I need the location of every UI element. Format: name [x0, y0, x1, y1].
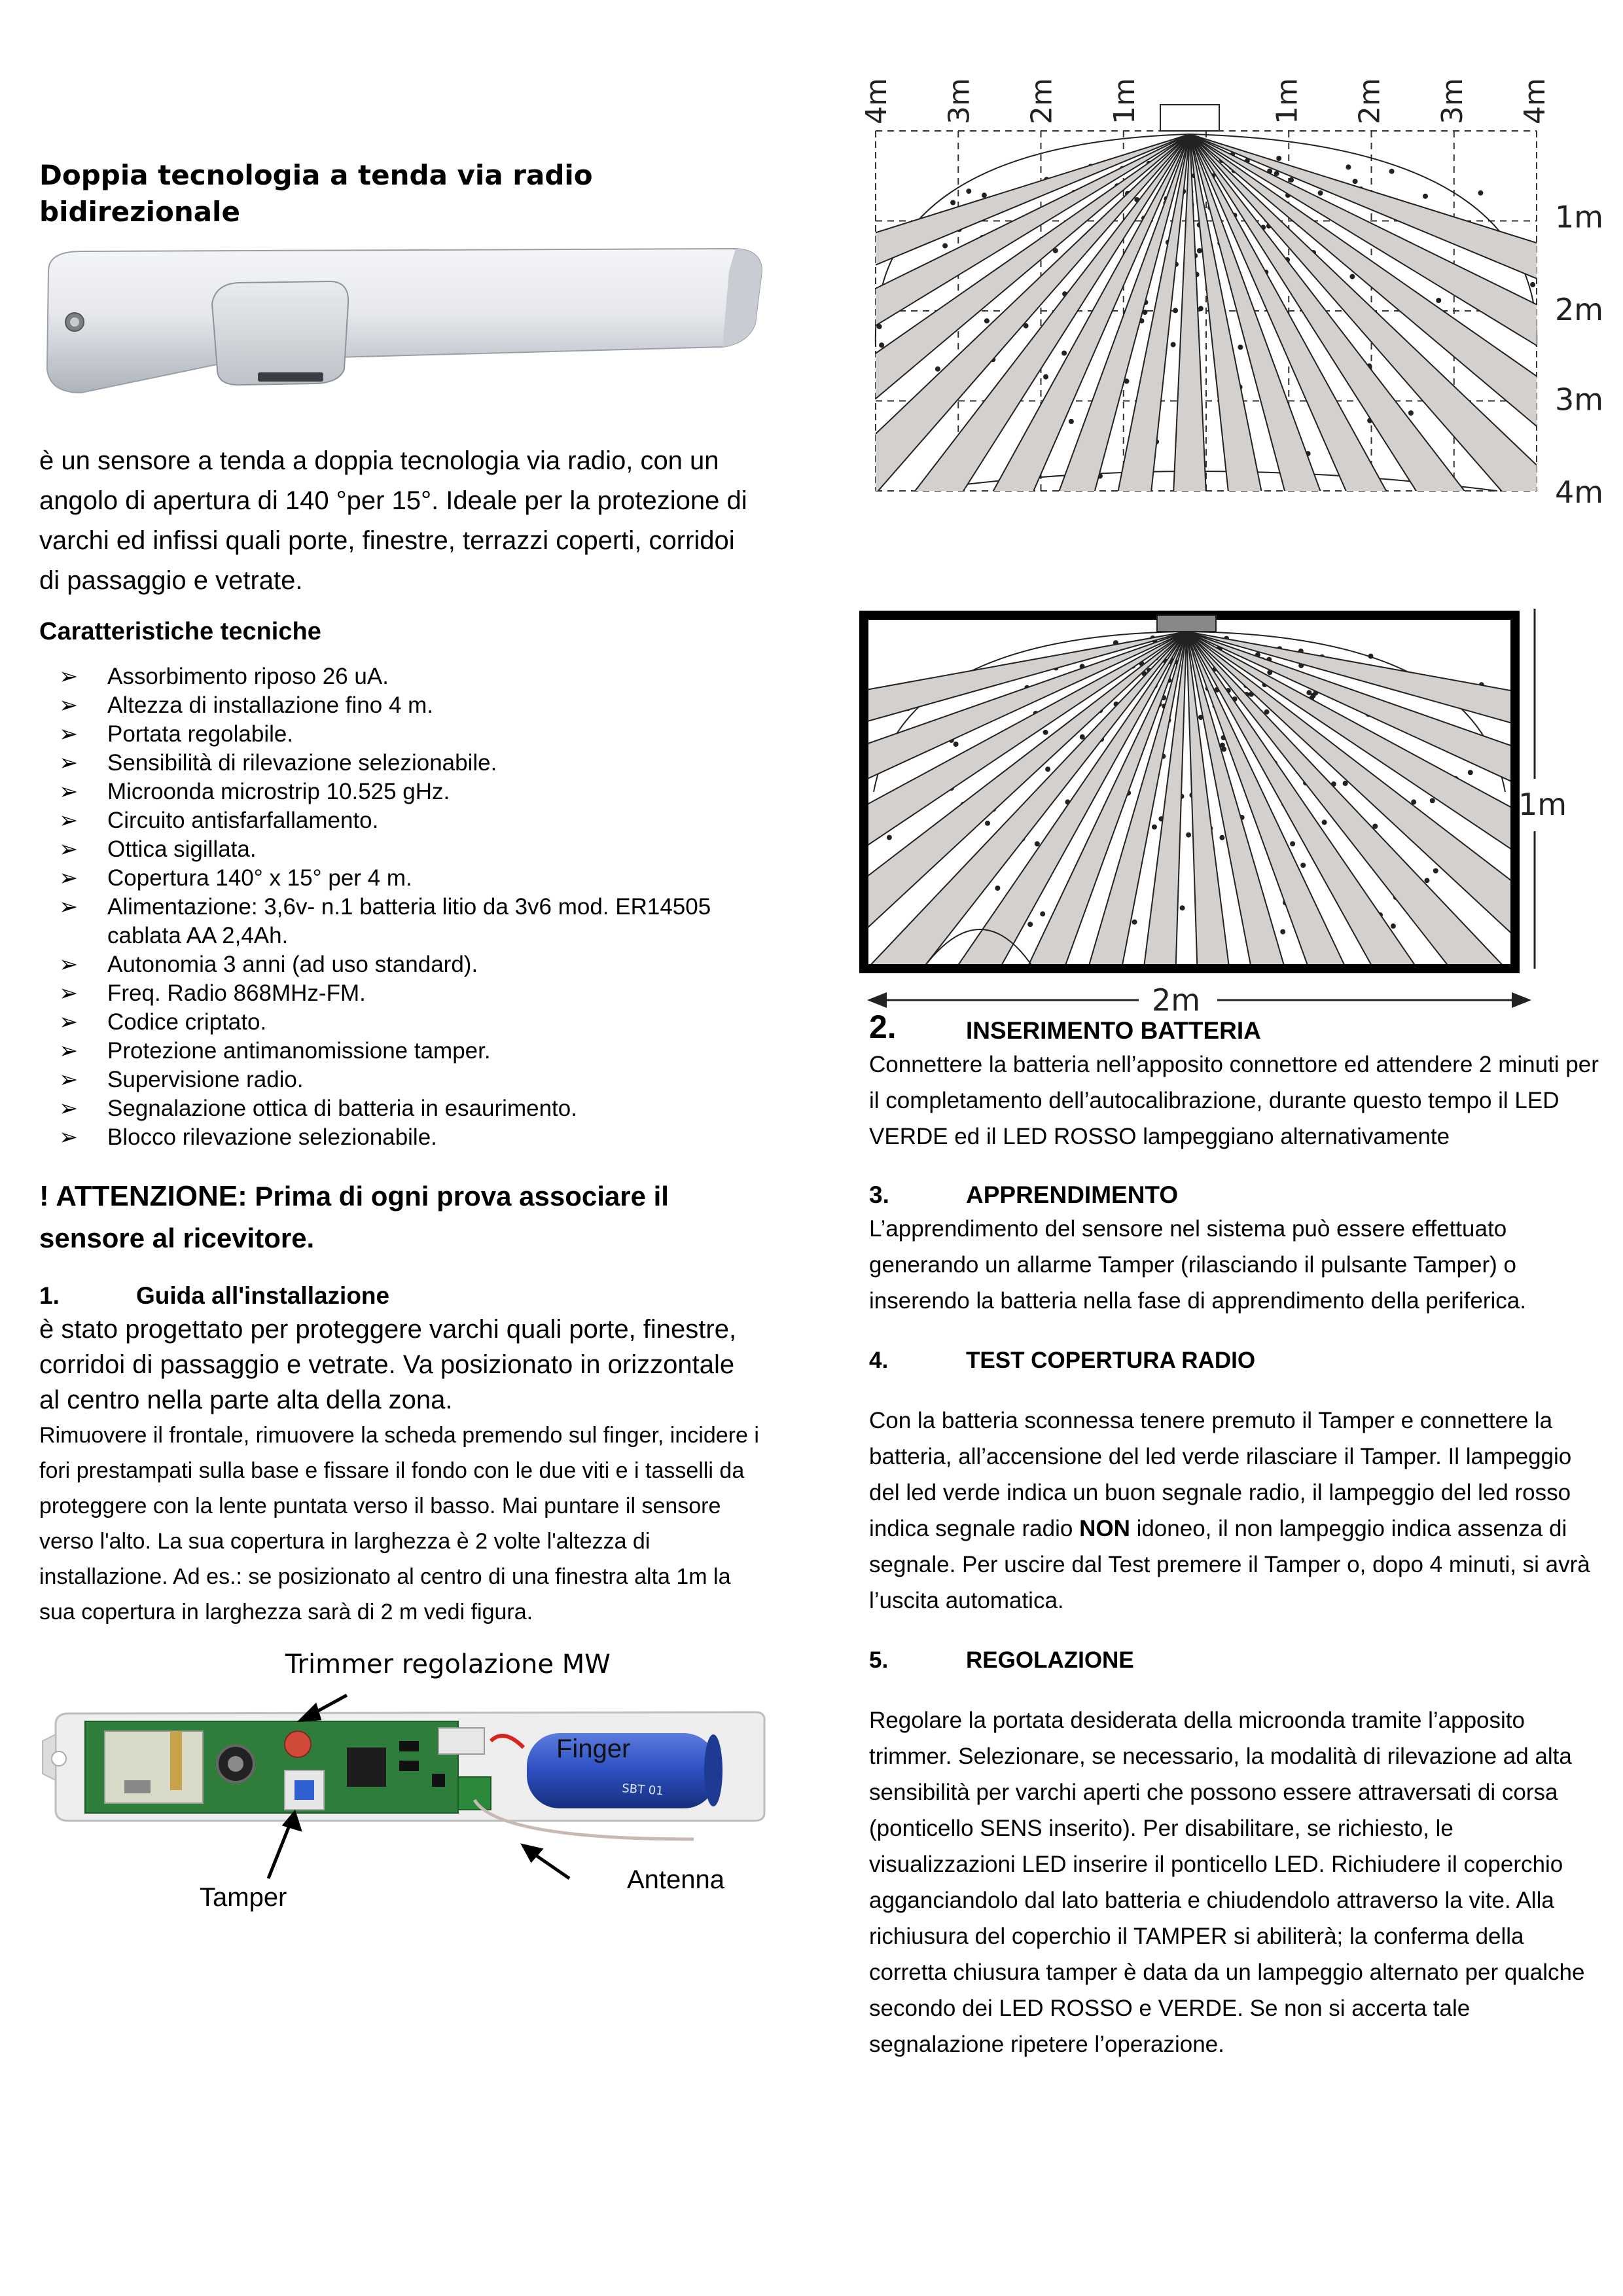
- sensor-box: [1160, 105, 1219, 131]
- bullet-arrow-icon: ➢: [59, 1124, 79, 1150]
- sensor-box: [1157, 615, 1216, 632]
- top-distance-label: 1m: [1270, 78, 1304, 124]
- product-title: Doppia tecnologia a tenda via radio bidirezionale: [39, 159, 593, 228]
- section-5-heading: [869, 1645, 1605, 1676]
- dot: [1061, 351, 1067, 356]
- bullet-arrow-icon: ➢: [59, 1038, 79, 1064]
- coverage-diagram-top-view: [856, 52, 1609, 569]
- section-2-number: 2.: [869, 1009, 897, 1045]
- dot: [1436, 298, 1441, 303]
- dot: [966, 188, 971, 194]
- spec-item: ➢ Copertura 140° x 15° per 4 m.: [39, 864, 759, 893]
- dot: [1468, 770, 1473, 775]
- spec-item: ➢ Sensibilità di rilevazione selezionabile.: [39, 749, 759, 778]
- dot: [1290, 841, 1295, 846]
- spec-item: ➢ Protezione antimanomissione tamper.: [39, 1037, 759, 1066]
- section-4-body: Con la batteria sconnessa tenere premuto il Tamper e connettere la batteria, all’accensione del led verde rilasciare il Tamper. Il lampeggio del led verde indica un buon segnale radio, il lampeggio del led rosso indica segnale radio NON idoneo, il non lampeggio indica assenza di segnale. Per uscire dal Test premere il Tamper o, dopo 4 minuti, si avrà l’uscita automatica.: [869, 1408, 1590, 1613]
- dot: [985, 821, 990, 826]
- bullet-arrow-icon: ➢: [59, 750, 79, 776]
- spec-item: ➢ Segnalazione ottica di batteria in esaurimento.: [39, 1094, 759, 1123]
- section-5-title: REGOLAZIONE: [966, 1647, 1134, 1673]
- section-2-body: Connettere la batteria nell’apposito connettore ed attendere 2 minuti per il completamento dell’autocalibrazione, durante questo tempo il LED VERDE ed il LED ROSSO lampeggiano alternativamente: [869, 1052, 1599, 1149]
- dot: [879, 342, 884, 348]
- section-5: [869, 1645, 1605, 2062]
- section-3-heading: [869, 1179, 1605, 1211]
- spec-item: ➢ Alimentazione: 3,6v- n.1 batteria litio da 3v6 mod. ER14505 cablata AA 2,4Ah.: [59, 894, 711, 948]
- section-2: [869, 1011, 1605, 1155]
- spec-item: ➢ Circuito antisfarfallamento.: [39, 806, 759, 835]
- section-1: [39, 1280, 759, 1630]
- arrow-left-icon: [867, 992, 887, 1008]
- section-1-heading: [39, 1280, 759, 1312]
- dot: [1045, 766, 1050, 772]
- spec-item: ➢ Ottica sigillata.: [39, 835, 759, 864]
- bullet-arrow-icon: ➢: [59, 721, 79, 747]
- dot: [984, 318, 990, 323]
- spec-item: ➢ Altezza di installazione fino 4 m.: [39, 691, 759, 720]
- spec-item: ➢ Microonda microstrip 10.525 gHz.: [39, 778, 759, 806]
- antenna-arrow-icon: [524, 1846, 569, 1878]
- warning-text: Prima di ogni prova associare il sensore al ricevitore.: [39, 1181, 669, 1253]
- dot: [1027, 922, 1033, 927]
- side-distance-label: 4m: [1555, 475, 1604, 510]
- dot: [1043, 730, 1048, 735]
- dot: [1322, 819, 1327, 825]
- detection-beams: [856, 134, 1609, 569]
- side-distance-label: 3m: [1555, 382, 1604, 418]
- dot: [1478, 190, 1483, 196]
- bullet-arrow-icon: ➢: [59, 1009, 79, 1035]
- dot: [1186, 833, 1191, 838]
- coverage-diagram-front-view: [856, 596, 1609, 1028]
- finger-label: Finger: [556, 1734, 631, 1763]
- dot: [1546, 681, 1551, 687]
- top-distance-label: 4m: [860, 78, 893, 124]
- spec-item: ➢ Freq. Radio 868MHz-FM.: [39, 979, 759, 1008]
- dot: [1353, 179, 1358, 184]
- dot: [1425, 878, 1430, 883]
- dot: [1043, 374, 1048, 380]
- side-distance-label: 2m: [1555, 292, 1604, 327]
- top-distance-label: 2m: [1025, 78, 1059, 124]
- height-label: 1m: [1518, 787, 1567, 822]
- bullet-arrow-icon: ➢: [59, 808, 79, 833]
- section-5-number: 5.: [869, 1647, 889, 1673]
- dot: [1219, 835, 1224, 840]
- tamper-label: Tamper: [200, 1883, 287, 1912]
- spec-item: ➢ Blocco rilevazione selezionabile.: [39, 1123, 759, 1152]
- dot: [1389, 169, 1395, 174]
- top-distance-label: 4m: [1518, 78, 1552, 124]
- dot: [1289, 177, 1294, 183]
- spec-item: ➢ Codice criptato.: [39, 1008, 759, 1037]
- section-2-title: INSERIMENTO BATTERIA: [966, 1017, 1261, 1044]
- antenna-label: Antenna: [627, 1865, 725, 1894]
- top-distance-label: 2m: [1353, 78, 1387, 124]
- dot: [1238, 345, 1243, 350]
- right-text: [869, 1011, 1605, 2062]
- dot: [1423, 194, 1428, 199]
- left-column: [39, 157, 759, 1924]
- dot: [935, 367, 940, 372]
- dot: [1132, 920, 1137, 925]
- tamper-arrow-icon: [268, 1813, 300, 1878]
- specs-list: [39, 662, 759, 1152]
- section-2-heading: [869, 1011, 1605, 1047]
- dot: [1530, 282, 1535, 287]
- bullet-arrow-icon: ➢: [59, 894, 79, 920]
- dot: [1197, 248, 1202, 253]
- dot: [887, 835, 892, 840]
- dot: [1346, 164, 1351, 170]
- dot: [1280, 929, 1285, 935]
- sensor-housing-illustration: [42, 245, 768, 402]
- dot: [1035, 841, 1040, 846]
- battery-label: SBT 01: [621, 1782, 664, 1799]
- bullet-arrow-icon: ➢: [59, 836, 79, 862]
- product-photo: [42, 245, 768, 402]
- section-4-number: 4.: [869, 1348, 889, 1373]
- bullet-arrow-icon: ➢: [59, 980, 79, 1006]
- dot: [995, 886, 1000, 891]
- dot: [1306, 690, 1311, 695]
- section-4: [869, 1345, 1605, 1619]
- dot: [868, 296, 873, 302]
- board-figure: [39, 1649, 766, 1924]
- bullet-arrow-icon: ➢: [59, 865, 79, 891]
- section-5-body: Regolare la portata desiderata della microonda tramite l’apposito trimmer. Selezionare, se necessario, la modalità di rilevazione ad alta sensibilità per varchi aperti che possono essere attraversati di corsa (ponticello SENS inserito). Per disabilitare, se richiesto, le visualizzazioni LED inserire il ponticello LED. Richiudere il coperchio agganciandolo dal lato batteria e chiudendolo attraverso la vite. Alla richiusura del coperchio il TAMPER si abiliterà; la conferma della corretta chiusura tamper è data da un lampeggio alternato per qualche secondo dei LED ROSSO e VERDE. Se non si accerta tale segnalazione ripetere l’operazione.: [869, 1708, 1585, 2057]
- section-1-number: 1.: [39, 1282, 60, 1309]
- dot: [1300, 863, 1306, 868]
- dot: [1276, 156, 1281, 161]
- dot: [1408, 410, 1414, 416]
- dot: [1152, 825, 1157, 830]
- dot: [1198, 306, 1204, 311]
- dot: [1430, 798, 1435, 803]
- bullet-arrow-icon: ➢: [59, 664, 79, 689]
- bullet-arrow-icon: ➢: [59, 1096, 79, 1121]
- specs-heading: Caratteristiche tecniche: [39, 618, 321, 645]
- side-distance-label: 1m: [1555, 199, 1604, 235]
- section-3: [869, 1179, 1605, 1319]
- dot: [1171, 342, 1176, 348]
- top-distance-label: 1m: [1107, 78, 1141, 124]
- bullet-arrow-icon: ➢: [59, 779, 79, 804]
- top-distance-label: 3m: [1435, 78, 1469, 124]
- dot: [1368, 654, 1374, 659]
- warning-note: [39, 1175, 759, 1259]
- spec-item: ➢ Portata regolabile.: [39, 720, 759, 749]
- section-3-body: L’apprendimento del sensore nel sistema può essere effettuato generando un allarme Tamper (rilasciando il pulsante Tamper) o inserendo la batteria nella fase di apprendimento della periferica.: [869, 1216, 1526, 1314]
- spec-item: ➢ Assorbimento riposo 26 uA.: [39, 662, 759, 691]
- dot: [1349, 274, 1355, 279]
- section-1-title: Guida all'installazione: [136, 1282, 390, 1309]
- trimmer-label: Trimmer regolazione MW: [285, 1649, 611, 1679]
- section-4-heading: [869, 1345, 1605, 1376]
- dot: [950, 200, 955, 206]
- dot: [1180, 905, 1185, 910]
- section-4-title: TEST COPERTURA RADIO: [966, 1348, 1256, 1373]
- bullet-arrow-icon: ➢: [59, 692, 79, 718]
- bullet-arrow-icon: ➢: [59, 1067, 79, 1092]
- spec-item: ➢ Supervisione radio.: [39, 1066, 759, 1094]
- dot: [1433, 869, 1438, 874]
- dot: [1069, 419, 1074, 424]
- dot: [1391, 924, 1396, 929]
- warning-lead: ! ATTENZIONE:: [39, 1180, 247, 1212]
- dot: [864, 224, 869, 230]
- spec-item: ➢ Autonomia 3 anni (ad uso standard).: [39, 950, 759, 979]
- bullet-arrow-icon: ➢: [59, 952, 79, 977]
- dot: [1318, 190, 1323, 196]
- dot: [942, 243, 948, 249]
- section-3-number: 3.: [869, 1181, 889, 1208]
- dot: [1173, 308, 1178, 313]
- width-label: 2m: [1152, 982, 1201, 1018]
- dot: [982, 192, 987, 198]
- section-1-body: Rimuovere il frontale, rimuovere la scheda premendo sul finger, incidere i fori prestampati sulla base e fissare il fondo con le due viti e i tasselli da proteggere con la lente puntata verso il basso. Mai puntare il sensore verso l'alto. La sua copertura in larghezza è 2 volte l'altezza di installazione. Ad es.: se posizionato al centro di una finestra alta 1m la sua copertura in larghezza sarà di 2 m vedi figura.: [39, 1423, 759, 1624]
- section-3-title: APPRENDIMENTO: [966, 1181, 1179, 1208]
- top-distance-label: 3m: [942, 78, 976, 124]
- product-intro: è un sensore a tenda a doppia tecnologia via radio, con un angolo di apertura di 140 °per 15°. Ideale per la protezione di varchi ed infissi quali porte, finestre, terrazzi coperti, corridoi di passaggio e vetrate.: [39, 446, 747, 595]
- dot: [954, 742, 959, 747]
- arrow-right-icon: [1512, 992, 1531, 1008]
- section-1-lead: è stato progettato per proteggere varchi quali porte, finestre, corridoi di passaggio e vetrate. Va posizionato in orizzontale al centro nella parte alta della zona.: [39, 1315, 737, 1414]
- dot: [1040, 911, 1045, 916]
